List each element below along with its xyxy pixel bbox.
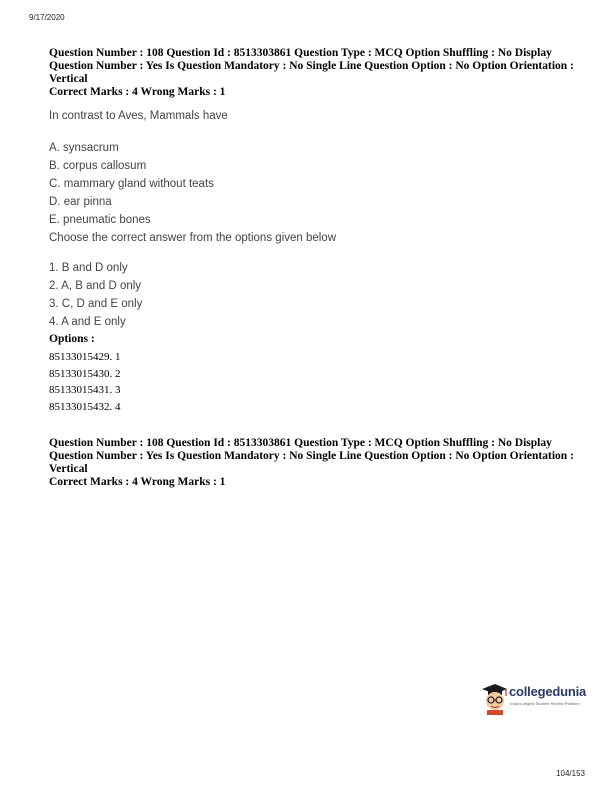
option-id-list — [49, 349, 121, 415]
answer-choice-list — [49, 259, 142, 331]
answer-choice: 4. A and E only — [49, 316, 126, 328]
statement-item: A. synsacrum — [49, 142, 119, 154]
question-info: Question Number : 108 Question Id : 8513303861 Question Type : MCQ Option Shuffling : No Display Question Number : Yes Is Question Mandatory : No Single Line Question Option : No Option Orientation : Vertical — [49, 47, 574, 85]
logo-tagline: India's largest Student Review Platform — [510, 701, 580, 706]
statement-item: C. mammary gland without teats — [49, 178, 214, 190]
statement-list — [49, 139, 336, 247]
statement-item: B. corpus callosum — [49, 160, 147, 172]
question-info: Question Number : 108 Question Id : 8513303861 Question Type : MCQ Option Shuffling : No Display Question Number : Yes Is Question Mandatory : No Single Line Question Option : No Option Orientation : Vertical — [49, 437, 574, 475]
answer-choice: 3. C, D and E only — [49, 298, 143, 310]
print-date: 9/17/2020 — [29, 13, 65, 22]
question-marks: Correct Marks : 4 Wrong Marks : 1 — [49, 86, 226, 98]
option-id: 85133015429. 1 — [49, 351, 121, 363]
collegedunia-logo — [479, 683, 587, 715]
question-header-1 — [49, 47, 589, 99]
statement-item: D. ear pinna — [49, 196, 112, 208]
question-header-2 — [49, 437, 589, 489]
question-stem: In contrast to Aves, Mammals have — [49, 110, 228, 122]
logo-wordmark: collegedunia — [509, 684, 587, 699]
statement-item: E. pneumatic bones — [49, 214, 151, 226]
page-number: 104/153 — [556, 769, 585, 778]
question-marks: Correct Marks : 4 Wrong Marks : 1 — [49, 476, 226, 488]
mascot-icon — [479, 683, 509, 715]
option-id: 85133015432. 4 — [49, 400, 121, 413]
answer-choice: 1. B and D only — [49, 262, 128, 274]
instruction-text: Choose the correct answer from the options given below — [49, 232, 337, 244]
option-id: 85133015431. 3 — [49, 384, 121, 396]
option-id: 85133015430. 2 — [49, 367, 121, 380]
answer-choice: 2. A, B and D only — [49, 280, 142, 292]
options-label: Options : — [49, 333, 95, 345]
